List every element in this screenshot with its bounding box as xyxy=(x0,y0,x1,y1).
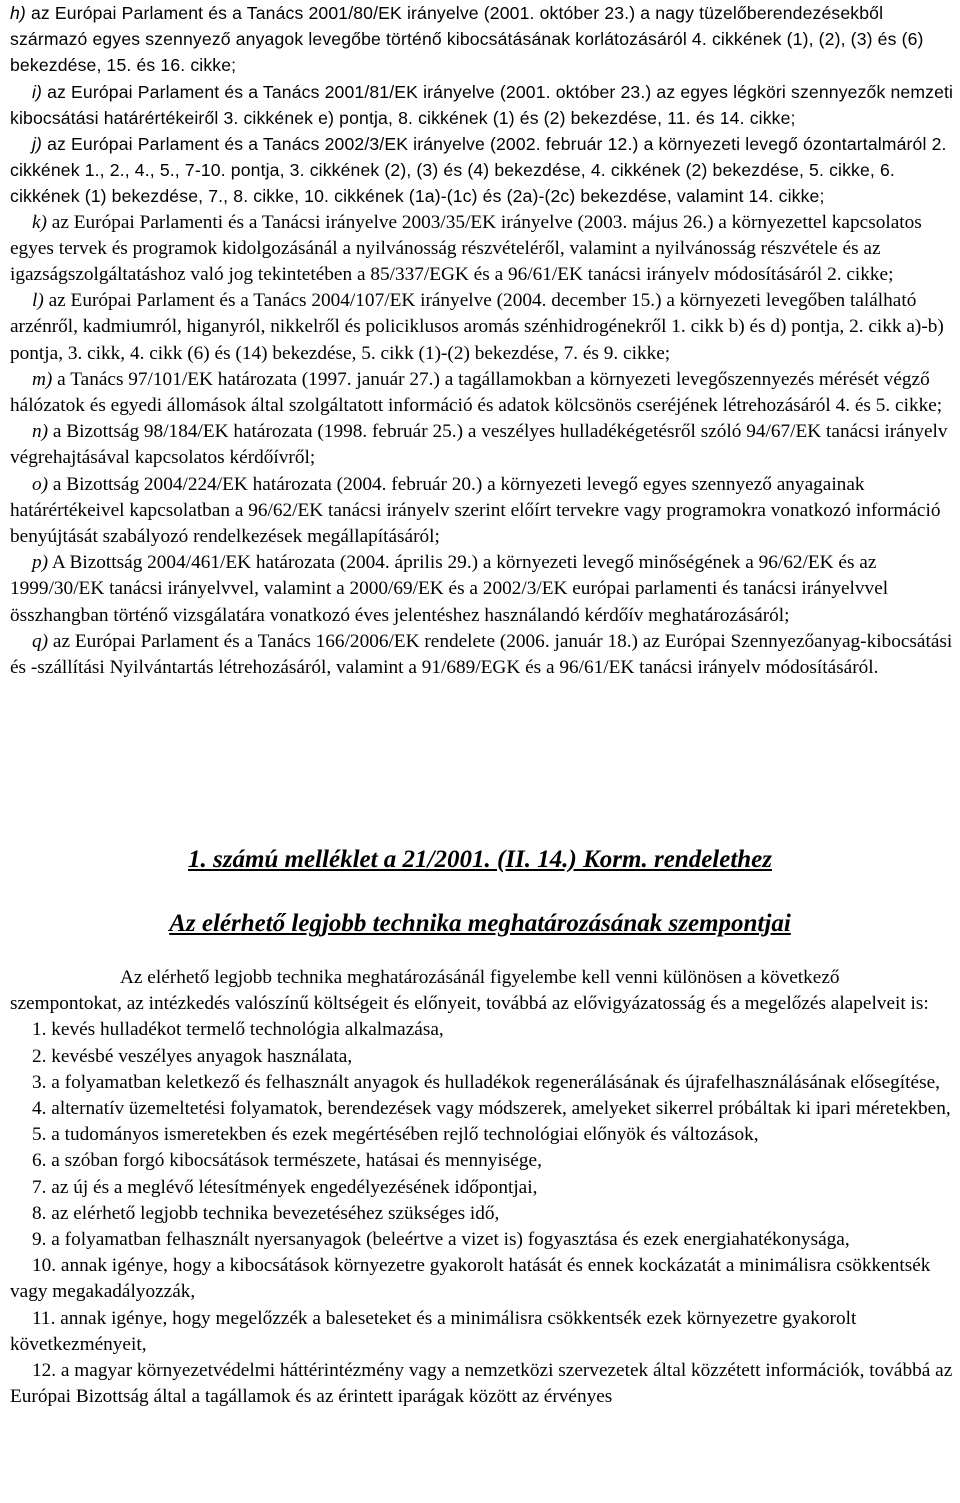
list-item: 5. a tudományos ismeretekben és ezek megértésében rejlő technológiai előnyök és változások, xyxy=(32,1124,759,1146)
item-text: az Európai Parlament és a Tanács 2001/80/EK irányelve (2001. október 23.) a nagy tüzelőberendezésekből származó egyes szennyező anyagok levegőbe történő kibocsátásának korlátozásáról 4. cikkének (1), (2), (3) és (6) bekezdése, 15. és 16. cikke; xyxy=(10,3,924,76)
item-n xyxy=(10,419,955,471)
item-marker: j) xyxy=(32,134,43,155)
item-text: az Európai Parlament és a Tanács 166/2006/EK rendelete (2006. január 18.) az Európai Szennyezőanyag-kibocsátási és -szállítási Nyilvántartás létrehozásáról, valamint a 91/689/EGK és a 96/61/EK tanácsi irányelv módosításáról. xyxy=(10,630,953,679)
list-item: 6. a szóban forgó kibocsátások természete, hatásai és mennyisége, xyxy=(32,1150,542,1172)
list-item: 8. az elérhető legjobb technika bevezetéséhez szükséges idő, xyxy=(32,1202,500,1224)
item-p xyxy=(10,550,955,629)
item-k xyxy=(10,210,955,289)
item-marker: n) xyxy=(32,421,49,443)
section-title: Az elérhető legjobb technika meghatározásának szempontjai xyxy=(169,910,791,937)
list-item: 4. alternatív üzemeltetési folyamatok, berendezések vagy módszerek, amelyeket sikerrel próbáltak ki ipari méretekben, xyxy=(32,1098,951,1120)
item-marker: i) xyxy=(32,81,43,102)
item-text: a Bizottság 98/184/EK határozata (1998. február 25.) a veszélyes hulladékégetésről szóló 94/67/EK tanácsi irányelv végrehajtásával kapcsolatos kérdőívről; xyxy=(10,421,948,469)
item-text: a Tanács 97/101/EK határozata (1997. január 27.) a tagállamokban a környezeti levegőszennyezés mérését végző hálózatok és egyedi állomások által szolgáltatott információ és adatok kölcsönös cseréjének létrehozásáról 4. és 5. cikke; xyxy=(10,368,943,417)
item-l xyxy=(10,288,955,367)
item-j xyxy=(10,131,955,210)
item-i xyxy=(10,79,955,131)
list-item: 3. a folyamatban keletkező és felhasznált anyagok és hulladékok regenerálásának és újrafelhasználásának elősegítése, xyxy=(32,1071,940,1093)
item-marker: q) xyxy=(32,630,49,652)
item-q xyxy=(10,629,955,681)
item-marker: m) xyxy=(32,368,53,390)
item-m xyxy=(10,367,955,419)
item-text: az Európai Parlament és a Tanács 2004/107/EK irányelve (2004. december 15.) a környezeti levegőben található arzénről, kadmiumról, higanyról, nikkelről és policiklusos aromás szénhidrogénekről 1. cikk b) és d) pontja, 2. cikk a)-b) pontja, 3. cikk, 4. cikk (6) és (14) bekezdése, 5. cikk (1)-(2) bekezdése, 7. és 9. cikke; xyxy=(10,290,944,364)
item-marker: p) xyxy=(32,552,49,574)
list-item: 11. annak igénye, hogy megelőzzék a baleseteket és a minimálisra csökkentsék ezek környezetre gyakorolt következményeit, xyxy=(10,1307,857,1355)
list-item: 12. a magyar környezetvédelmi háttérintézmény vagy a nemzetközi szervezetek által közzétett információk, továbbá az Európai Bizottság által a tagállamok és az érintett iparágak között az érvényes xyxy=(10,1360,953,1408)
legislation-list xyxy=(10,0,955,681)
item-text: az Európai Parlamenti és a Tanácsi irányelve 2003/35/EK irányelve (2003. május 26.) a környezettel kapcsolatos egyes tervek és programok kidolgozásánál a nyilvánosság részvételéről, valamint a nyilvánosság részvétele és az igazságszolgáltatáshoz való jog tekintetében a 85/337/EGK és a 96/61/EK tanácsi irányelv módosításáról 2. cikke; xyxy=(10,211,922,286)
item-marker: l) xyxy=(32,290,44,312)
intro-paragraph: Az elérhető legjobb technika meghatározásánál figyelembe kell venni különösen a következő szempontokat, az intézkedés valószínű költségeit és előnyeit, továbbá az elővigyázatosság és a megelőzés alapelveit is: xyxy=(10,967,929,1015)
list-item: 2. kevésbé veszélyes anyagok használata, xyxy=(32,1045,353,1067)
item-text: a Bizottság 2004/224/EK határozata (2004. február 20.) a környezeti levegő egyes szennyező anyagainak határértékeivel kapcsolatban a 96/62/EK tanácsi irányelv szerint előírt tervekre vagy programokra vonatkozó információ benyújtását szabályozó rendelkezések megállapításáról; xyxy=(10,473,941,548)
item-text: A Bizottság 2004/461/EK határozata (2004. április 29.) a környezeti levegő minőségének a 96/62/EK és az 1999/30/EK tanácsi irányelvvel, valamint a 2000/69/EK és a 2002/3/EK európai parlamenti és tanácsi irányelvvel összhangban történő vizsgálatára vonatkozó éves jelentéshez használandó kérdőív meghatározásáról; xyxy=(10,552,889,626)
list-item: 10. annak igénye, hogy a kibocsátások környezetre gyakorolt hatását és ennek kockázatát a minimálisra csökkentsék vagy megakadályozzák, xyxy=(10,1255,931,1303)
item-h xyxy=(10,0,955,79)
item-marker: k) xyxy=(32,211,47,233)
item-o xyxy=(10,472,955,551)
criteria-section xyxy=(10,965,955,1410)
annex-title: 1. számú melléklet a 21/2001. (II. 14.) Korm. rendelethez xyxy=(187,846,773,873)
item-marker: h) xyxy=(10,3,26,23)
item-marker: o) xyxy=(32,473,49,495)
item-text: az Európai Parlament és a Tanács 2002/3/EK irányelve (2002. február 12.) a környezeti levegő ózontartalmáról 2. cikkének 1., 2., 4., 5., 7-10. pontja, 3. cikkének (2), (3) és (4) bekezdése, 4. cikkének (2) bekezdése, 5. cikke, 6. cikkének (1) bekezdése, 7., 8. cikke, 10. cikkének (1a)-(1c) és (2a)-(2c) bekezdése, valamint 14. cikke; xyxy=(10,134,947,207)
list-item: 1. kevés hulladékot termelő technológia alkalmazása, xyxy=(32,1019,444,1041)
list-item: 9. a folyamatban felhasznált nyersanyagok (beleértve a vizet is) fogyasztása és ezek energiahatékonysága, xyxy=(32,1229,850,1251)
item-text: az Európai Parlament és a Tanács 2001/81/EK irányelve (2001. október 23.) az egyes légköri szennyezők nemzeti kibocsátási határértékeiről 3. cikkének e) pontja, 8. cikkének (1) és (2) bekezdése, 11. és 14. cikke; xyxy=(10,81,954,128)
list-item: 7. az új és a meglévő létesítmények engedélyezésének időpontjai, xyxy=(32,1176,538,1198)
